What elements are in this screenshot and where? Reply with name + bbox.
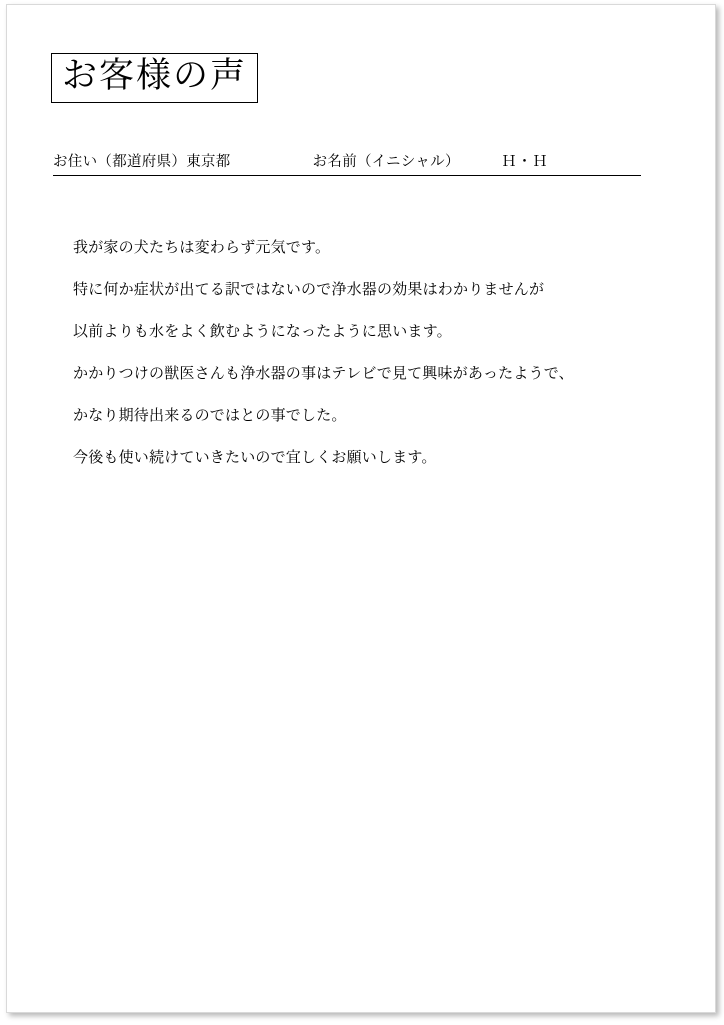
body-line: 今後も使い続けていきたいので宜しくお願いします。 <box>73 450 437 466</box>
residence-value: 東京都 <box>186 154 231 170</box>
body-line: かなり期待出来るのではとの事でした。 <box>73 408 347 424</box>
title-box <box>51 53 258 103</box>
name-label: お名前（イニシャル） <box>312 154 460 170</box>
body-line: 以前よりも水をよく飲むようになったように思います。 <box>73 324 452 340</box>
name-group <box>313 150 549 171</box>
document-page <box>6 4 716 1013</box>
meta-row <box>53 150 641 176</box>
body-line: 我が家の犬たちは変わらず元気です。 <box>73 240 331 256</box>
testimonial-body <box>73 227 653 479</box>
page-title: お客様の声 <box>62 56 248 96</box>
residence-group <box>53 150 231 171</box>
name-value: Ｈ・Ｈ <box>501 154 549 170</box>
body-line: かかりつけの獣医さんも浄水器の事はテレビで見て興味があったようで、 <box>73 366 574 382</box>
body-line: 特に何か症状が出てる訳ではないので浄水器の効果はわかりませんが <box>73 282 545 298</box>
residence-label: お住い（都道府県） <box>53 154 187 170</box>
